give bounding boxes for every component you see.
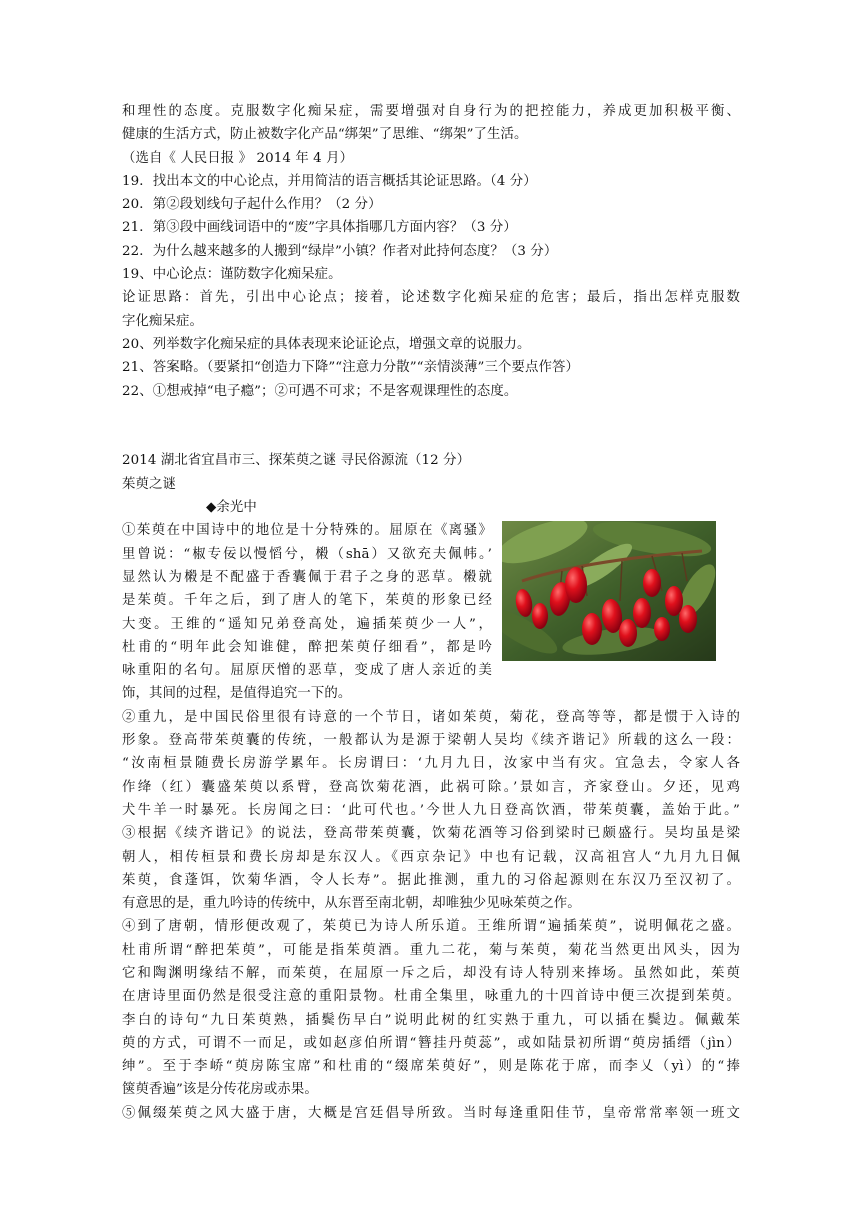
text-line: 有意思的是，重九吟诗的传统中，从东晋至南北朝，却唯独少见咏茱萸之作。 [122,896,581,912]
text-line: 朝人，相传桓景和费长房却是东汉人。《西京杂记》中也有记载，汉高祖宫人“九月九日佩 [122,849,740,865]
text-line: 李白的诗句“九日茱萸熟，插鬓伤早白”说明此树的红实熟于重九，可以插在鬓边。佩戴茱 [122,1012,740,1028]
text-line: ③根据《续齐谐记》的说法，登高带茱萸囊，饮菊花酒等习俗到梁时已颇盛行。吴均虽是梁 [122,826,740,842]
text-line: 饰，其间的过程，是值得追究一下的。 [122,686,352,702]
text-line: 萸的方式，可谓不一而足，或如赵彦伯所谓“簪挂丹萸蕊”，或如陆景初所谓“萸房插缙（jìn） [122,1035,740,1051]
spacer [122,403,740,426]
text-line: 里曾说：“椒专佞以慢慆兮，樧（shā）又欲充夫佩帏。’ [122,546,492,562]
spacer [122,426,740,449]
source-citation: （选自《 人民日报 》 2014 年 4 月） [122,150,354,166]
text-line: 杜甫所谓“醉把茱萸”，可能是指茱萸酒。重九二花，菊与茱萸，菊花当然更出风头，因为 [122,942,740,958]
document-page [122,100,740,1125]
paragraph-1-block [122,519,740,705]
question-19: 19．找出本文的中心论点，并用简洁的语言概括其论证思路。（4 分） [122,173,537,189]
article-body [122,706,740,1125]
text-line: 和理性的态度。克服数字化痴呆症，需要增强对自身行为的把控能力，养成更加积极平衡、 [122,104,740,119]
question-20: 20．第②段划线句子起什么作用？（2 分） [122,197,382,213]
text-line: 咏重阳的名句。屈原厌憎的恶草，变成了唐人亲近的美 [122,663,492,679]
text-line: 大变。王维的“遥知兄弟登高处，遍插茱萸少一人”， [122,616,492,632]
section-heading: 2014 湖北省宜昌市三、探茱萸之谜 寻民俗源流（12 分） [122,453,471,469]
text-line: 它和陶渊明缘结不解，而茱萸，在屈原一斥之后，却没有诗人特别来捧场。虽然如此，茱萸 [122,965,740,981]
text-line: 作绛（红）囊盛茱萸以系臂，登高饮菊花酒，此祸可除。’景如言，齐家登山。夕还，见鸡 [122,779,740,795]
answer-19-reasoning: 论证思路：首先，引出中心论点；接着，论述数字化痴呆症的危害；最后，指出怎样克服数 [122,290,740,306]
answer-19-reasoning-cont: 字化痴呆症。 [122,313,203,329]
top-section [122,100,740,403]
text-line: ②重九，是中国民俗里很有诗意的一个节日，诸如茱萸，菊花，登高等等，都是惯于入诗的 [122,709,740,725]
text-line: “汝南桓景随费长房游学累年。长房谓曰：‘九月九日，汝家中当有灾。宜急去，令家人各 [122,756,740,772]
cornelian-cherry-photo [502,521,716,661]
answer-20: 20、列举数字化痴呆症的具体表现来论证论点，增强文章的说服力。 [122,336,531,352]
text-line: ①茱萸在中国诗中的地位是十分特殊的。屈原在《离骚》 [122,523,492,539]
text-line: 是茱萸。千年之后，到了唐人的笔下，茱萸的形象已经 [122,593,492,609]
text-line: 健康的生活方式，防止被数字化产品“绑架”了思维、“绑架”了生活。 [122,127,528,143]
article-title: 茱萸之谜 [122,476,176,492]
text-line: 绅”。至于李峤“萸房陈宝席”和杜甫的“缀席茱萸好”，则是陈花于席，而李乂（yì）的“捧 [122,1059,740,1075]
article-author: ◆余光中 [206,500,257,516]
text-line: 形象。登高带茱萸囊的传统，一般都认为是源于梁朝人吴均《续齐谐记》所载的这么一段： [122,733,740,749]
text-line: 显然认为樧是不配盛于香囊佩于君子之身的恶草。樧就 [122,569,492,585]
text-line: 犬牛羊一时暴死。长房闻之曰：‘此可代也。’今世人九日登高饮酒，带茱萸囊，盖始于此。” [122,802,740,818]
question-21: 21．第③段中画线词语中的“废”字具体指哪几方面内容？（3 分） [122,220,517,236]
text-line: 在唐诗里面仍然是很受注意的重阳景物。杜甫全集里，咏重九的十四首诗中便三次提到茱萸。 [122,989,740,1005]
text-line: 茱萸，食蓬饵，饮菊华酒，令人长寿”。据此推测，重九的习俗起源则在东汉乃至汉初了。 [122,872,740,888]
text-line: 箧萸香遍”该是分传花房或赤果。 [122,1082,318,1098]
question-22: 22．为什么越来越多的人搬到“绿岸”小镇？作者对此持何态度？（3 分） [122,243,558,259]
answer-19: 19、中心论点：谨防数字化痴呆症。 [122,267,342,283]
answer-22: 22、①想戒掉“电子瘾”；②可遇不可求；不是客观课理性的态度。 [122,383,518,399]
text-line: ⑤佩缀茱萸之风大盛于唐，大概是宫廷倡导所致。当时每逢重阳佳节，皇帝常常率领一班文 [122,1105,740,1121]
answer-21: 21、答案略。（要紧扣“创造力下降”“注意力分散”“亲情淡薄”三个要点作答） [122,360,579,376]
text-line: 杜甫的“明年此会知谁健，醉把茱萸仔细看”，都是吟 [122,639,492,655]
text-line: ④到了唐朝，情形便改观了，茱萸已为诗人所乐道。王维所谓“遍插茱萸”，说明佩花之盛。 [122,919,740,935]
